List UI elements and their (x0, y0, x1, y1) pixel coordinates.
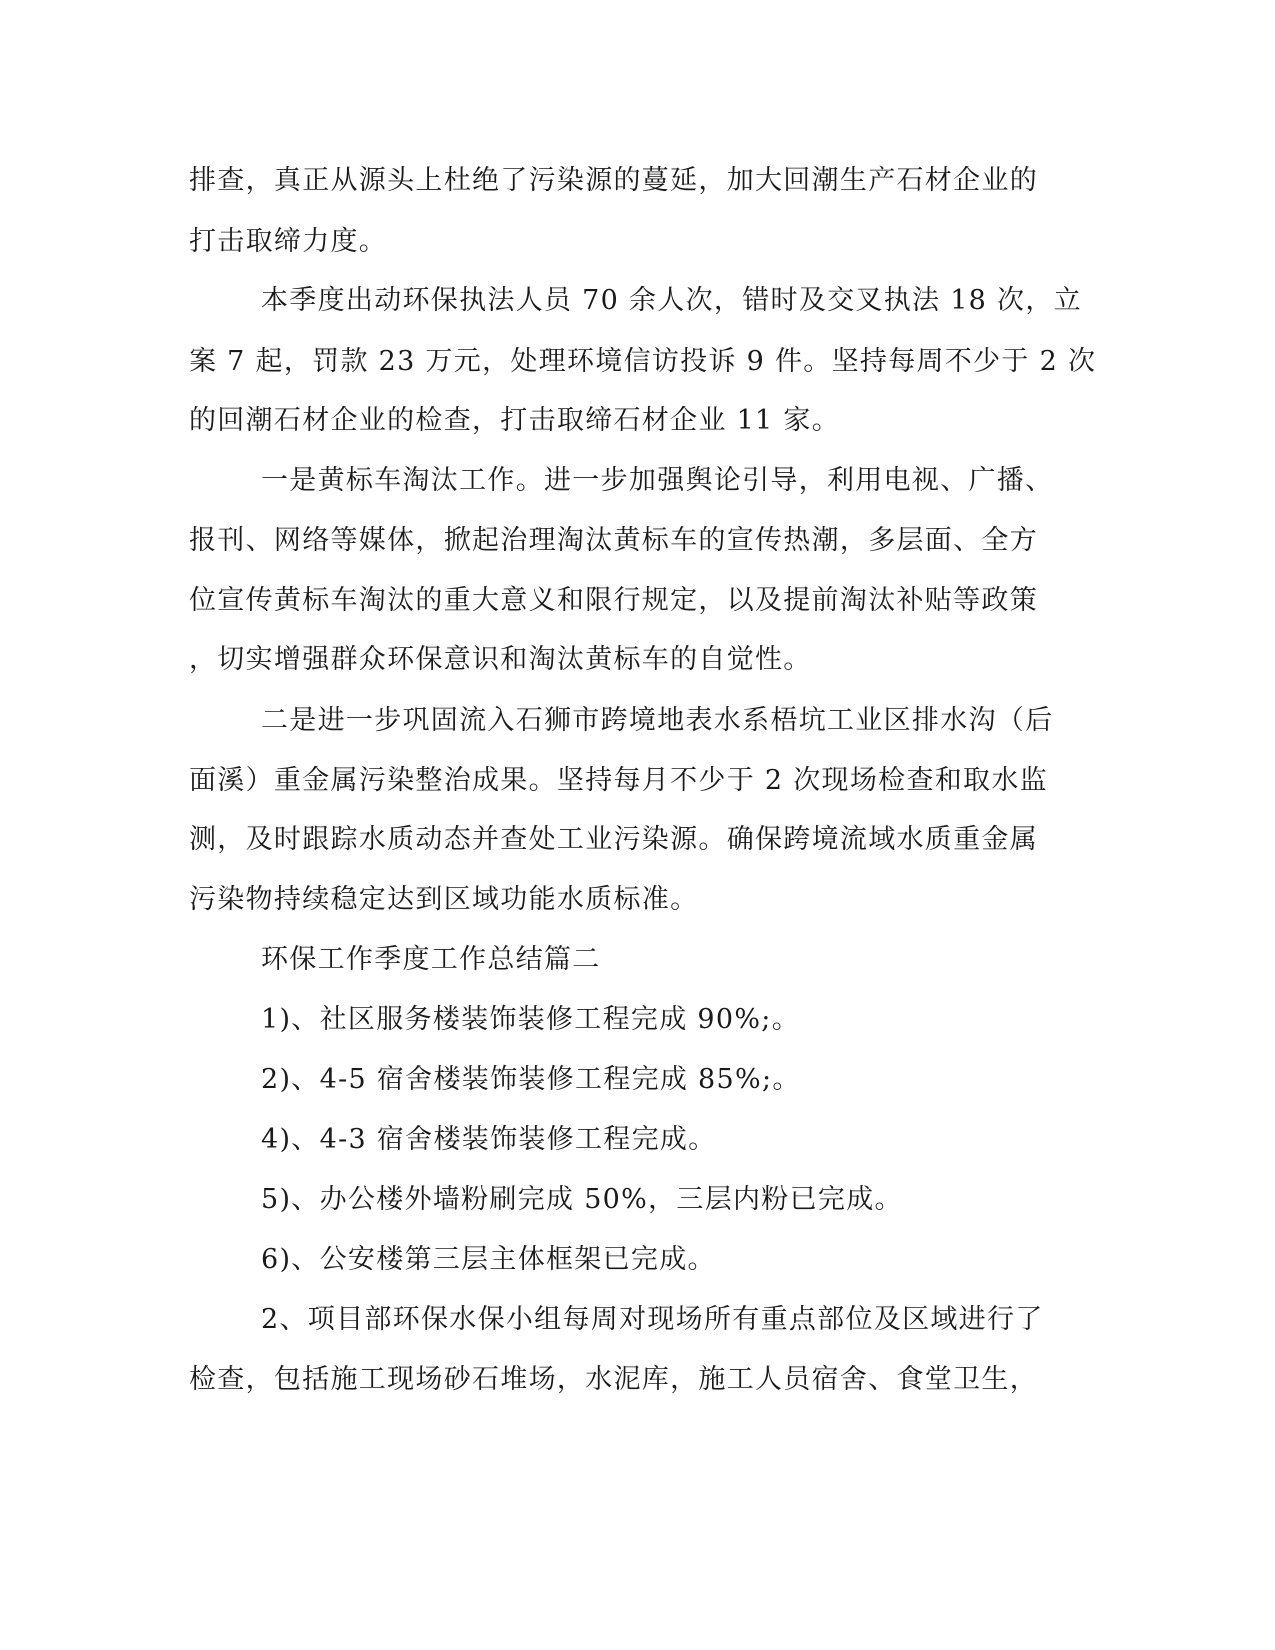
section-heading: 环保工作季度工作总结篇二 (261, 944, 601, 975)
list-item: 6)、公安楼第三层主体框架已完成。 (261, 1244, 716, 1275)
text-line: 报刊、网络等媒体，掀起治理淘汰黄标车的宣传热潮，多层面、全方 (189, 525, 1038, 556)
text-line: ，切实增强群众环保意识和淘汰黄标车的自觉性。 (189, 644, 812, 675)
paragraph-start: 本季度出动环保执法人员 70 余人次，错时及交叉执法 18 次，立 (261, 285, 1082, 316)
text-line: 检查，包括施工现场砂石堆场，水泥库，施工人员宿舍、食堂卫生， (189, 1364, 1038, 1395)
text-line: 测，及时跟踪水质动态并查处工业污染源。确保跨境流域水质重金属 (189, 824, 1038, 855)
list-item: 1)、社区服务楼装饰装修工程完成 90%;。 (261, 1004, 801, 1035)
text-line: 案 7 起，罚款 23 万元，处理环境信访投诉 9 件。坚持每周不少于 2 次 (189, 346, 1097, 377)
list-item: 4)、4-3 宿舍楼装饰装修工程完成。 (261, 1124, 717, 1155)
text-line: 污染物持续稳定达到区域功能水质标准。 (189, 884, 699, 915)
paragraph-start: 一是黄标车淘汰工作。进一步加强舆论引导，利用电视、广播、 (261, 465, 1054, 496)
text-line: 面溪）重金属污染整治成果。坚持每月不少于 2 次现场检查和取水监 (189, 765, 1048, 796)
paragraph-start: 二是进一步巩固流入石狮市跨境地表水系梧坑工业区排水沟（后 (261, 705, 1054, 736)
text-line: 打击取缔力度。 (189, 226, 388, 257)
text-line: 的回潮石材企业的检查，打击取缔石材企业 11 家。 (189, 405, 841, 436)
list-item: 2)、4-5 宿舍楼装饰装修工程完成 85%;。 (261, 1064, 801, 1095)
text-line: 位宣传黄标车淘汰的重大意义和限行规定，以及提前淘汰补贴等政策 (189, 585, 1038, 616)
paragraph-start: 2、项目部环保水保小组每周对现场所有重点部位及区域进行了 (261, 1304, 1044, 1335)
list-item: 5)、办公楼外墙粉刷完成 50%，三层内粉已完成。 (261, 1184, 903, 1215)
text-line: 排查，真正从源头上杜绝了污染源的蔓延，加大回潮生产石材企业的 (189, 165, 1038, 196)
